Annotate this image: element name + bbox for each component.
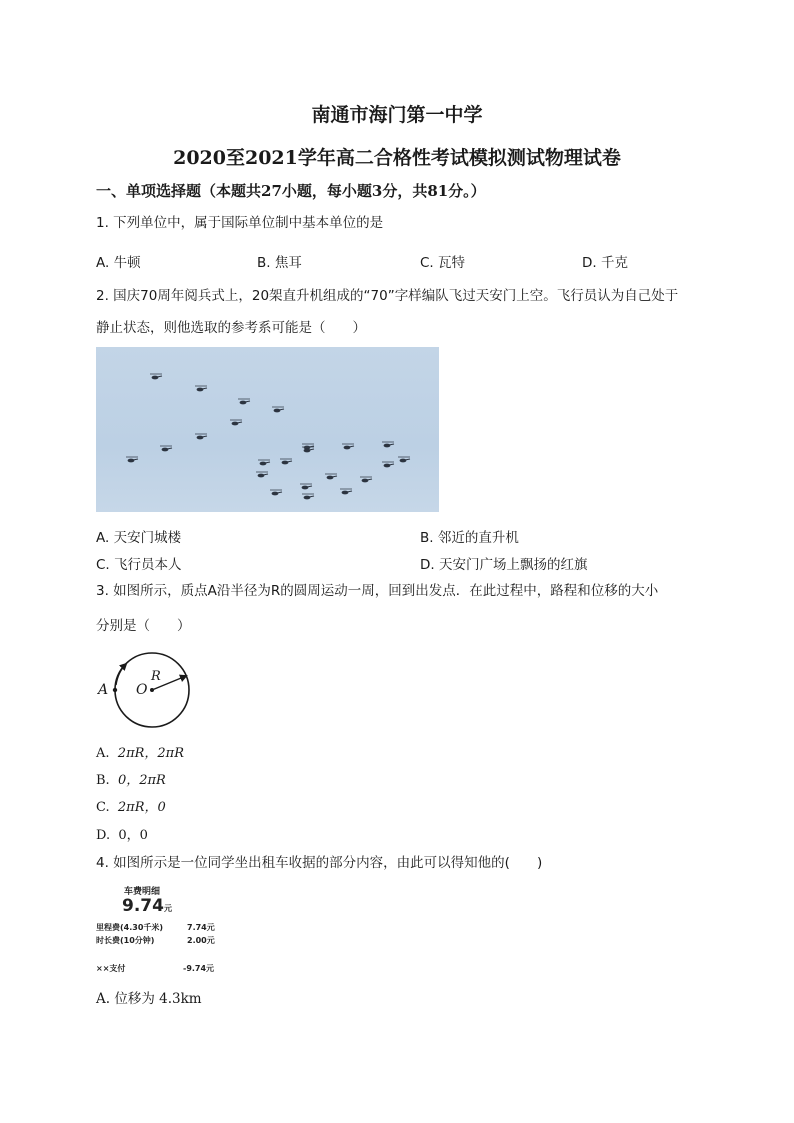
question-2-stem-line2: 静止状态，则他选取的参考系可能是（ ） [96, 320, 366, 336]
question-1-option-c: C. 瓦特 [420, 255, 466, 271]
receipt-title: 车费明细 [124, 887, 161, 897]
question-2-stem-line1: 2. 国庆70周年阅兵式上，20架直升机组成的“70”字样编队飞过天安门上空。飞行员认为自己处于 [96, 288, 679, 304]
question-4-stem: 4. 如图所示是一位同学坐出租车收据的部分内容，由此可以得知他的( ) [96, 855, 543, 871]
question-2-option-a: A. 天安门城楼 [96, 530, 182, 546]
question-1-stem: 1. 下列单位中，属于国际单位制中基本单位的是 [96, 215, 384, 231]
receipt-payment-value: -9.74元 [183, 964, 215, 973]
section-heading: 一、单项选择题（本题共27小题，每小题3分，共81分。） [96, 182, 486, 200]
receipt-row-distance-label: 里程费(4.30千米) [96, 923, 164, 932]
receipt-payment-label: ××支付 [96, 964, 126, 973]
question-3-stem-line1: 3. 如图所示，质点A沿半径为R的圆周运动一周，回到出发点．在此过程中，路程和位移的大小 [96, 583, 659, 599]
question-4-option-a: A. 位移为 4.3km [96, 991, 202, 1007]
question-3-option-b: B. 0，2πR [96, 773, 166, 788]
question-1-option-d: D. 千克 [582, 255, 628, 271]
receipt-row-distance-value: 7.74元 [187, 923, 215, 932]
label-a: A [98, 682, 109, 698]
receipt-total: 9.74元 [122, 896, 172, 916]
point-a-dot [113, 688, 117, 692]
question-2-option-b: B. 邻近的直升机 [420, 530, 519, 546]
label-r: R [151, 669, 161, 684]
question-1-option-b: B. 焦耳 [257, 255, 302, 271]
label-o: O [136, 682, 148, 698]
question-3-option-c: C. 2πR，0 [96, 800, 166, 815]
receipt-row-time-label: 时长费(10分钟) [96, 936, 155, 945]
question-3-stem-line2: 分别是（ ） [96, 618, 191, 634]
question-3-option-d: D. 0，0 [96, 828, 148, 843]
question-3-option-a: A. 2πR，2πR [96, 746, 185, 761]
exam-title: 2020至2021学年高二合格性考试模拟测试物理试卷 [173, 147, 621, 169]
question-2-option-c: C. 飞行员本人 [96, 557, 182, 573]
receipt-row-time-value: 2.00元 [187, 936, 215, 945]
direction-arrow [116, 664, 126, 685]
circle-motion-figure [94, 652, 198, 732]
question-2-option-d: D. 天安门广场上飘扬的红旗 [420, 557, 588, 573]
helicopter-formation-photo [96, 347, 439, 512]
question-1-option-a: A. 牛顿 [96, 255, 141, 271]
school-name: 南通市海门第一中学 [311, 104, 483, 126]
